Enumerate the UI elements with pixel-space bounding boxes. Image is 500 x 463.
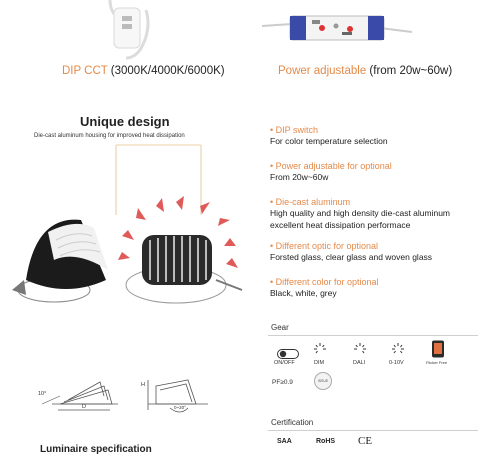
feature-title: Different color for optional bbox=[275, 277, 379, 287]
dali-icon bbox=[353, 342, 367, 361]
gear-label-flicker-free: Flicker Free bbox=[426, 360, 448, 365]
feature-title: Die-cast aluminum bbox=[275, 197, 351, 207]
rohs-mark: RoHS bbox=[316, 438, 336, 445]
feature-desc: Black, white, grey bbox=[270, 288, 337, 298]
feature-item: • Different optic for optional Forsted glass, clear glass and woven glass bbox=[270, 241, 496, 277]
feature-item: • Different color for optional Black, white, grey bbox=[270, 277, 496, 307]
height-label: H bbox=[141, 382, 145, 388]
feature-desc: From 20w~60w bbox=[270, 172, 329, 182]
feature-item: • Die-cast aluminum High quality and high density die-cast aluminum excellent heat dissipation performace bbox=[270, 197, 496, 241]
feature-desc: For color temperature selection bbox=[270, 136, 388, 146]
certification-title: Certification bbox=[271, 418, 314, 427]
gear-label-dim: DIM bbox=[314, 360, 325, 366]
feature-title: Power adjustable for optional bbox=[275, 161, 392, 171]
feature-title: Different optic for optional bbox=[275, 241, 379, 251]
unique-design-title: Unique design bbox=[80, 114, 170, 129]
issue-badge-label: ISSUE bbox=[317, 379, 329, 383]
diameter-label: D bbox=[82, 404, 86, 410]
dip-cct-range: (3000K/4000K/6000K) bbox=[107, 65, 225, 77]
issue-badge bbox=[314, 372, 332, 390]
luminaire-spec-title: Luminaire specification bbox=[40, 444, 152, 455]
dip-switch-image bbox=[96, 0, 156, 60]
gear-icons bbox=[271, 342, 481, 372]
gear-title: Gear bbox=[271, 323, 289, 332]
feature-desc: High quality and high density die-cast aluminum bbox=[270, 208, 451, 218]
zero-ten-volt-icon bbox=[391, 342, 405, 361]
power-range: (from 20w~60w) bbox=[366, 65, 453, 77]
dimension-diagram bbox=[38, 360, 228, 420]
dip-cct-highlight: DIP CCT bbox=[62, 65, 108, 77]
gear-label-on-off: ON/OFF bbox=[274, 360, 295, 366]
certification-divider bbox=[268, 430, 478, 431]
power-factor-label: PF≥0.9 bbox=[272, 379, 293, 386]
tilt-angle-label: 10° bbox=[38, 391, 47, 397]
dim-icon bbox=[313, 342, 327, 361]
feature-desc: excellent heat dissipation performace bbox=[270, 220, 411, 230]
power-highlight: Power adjustable bbox=[278, 65, 367, 77]
driver-image bbox=[262, 6, 412, 46]
luminaire-illustration bbox=[6, 140, 256, 320]
saa-mark: SAA bbox=[277, 438, 292, 445]
feature-item: • Power adjustable for optional From 20w~60w bbox=[270, 161, 496, 197]
feature-item: • DIP switch For color temperature selection bbox=[270, 125, 496, 161]
ce-mark: CE bbox=[358, 435, 373, 447]
power-caption bbox=[278, 65, 452, 77]
dip-cct-caption bbox=[62, 65, 225, 77]
feature-list bbox=[270, 125, 496, 307]
gear-label-0-10v: 0-10V bbox=[389, 360, 404, 366]
feature-title: DIP switch bbox=[275, 125, 319, 135]
unique-design-subtitle: Die-cast aluminum housing for improved heat dissipation bbox=[34, 133, 185, 139]
rotation-label: 0~20° bbox=[174, 405, 186, 410]
feature-desc: Forsted glass, clear glass and woven glass bbox=[270, 252, 433, 262]
gear-divider bbox=[268, 335, 478, 336]
gear-label-dali: DALI bbox=[353, 360, 366, 366]
